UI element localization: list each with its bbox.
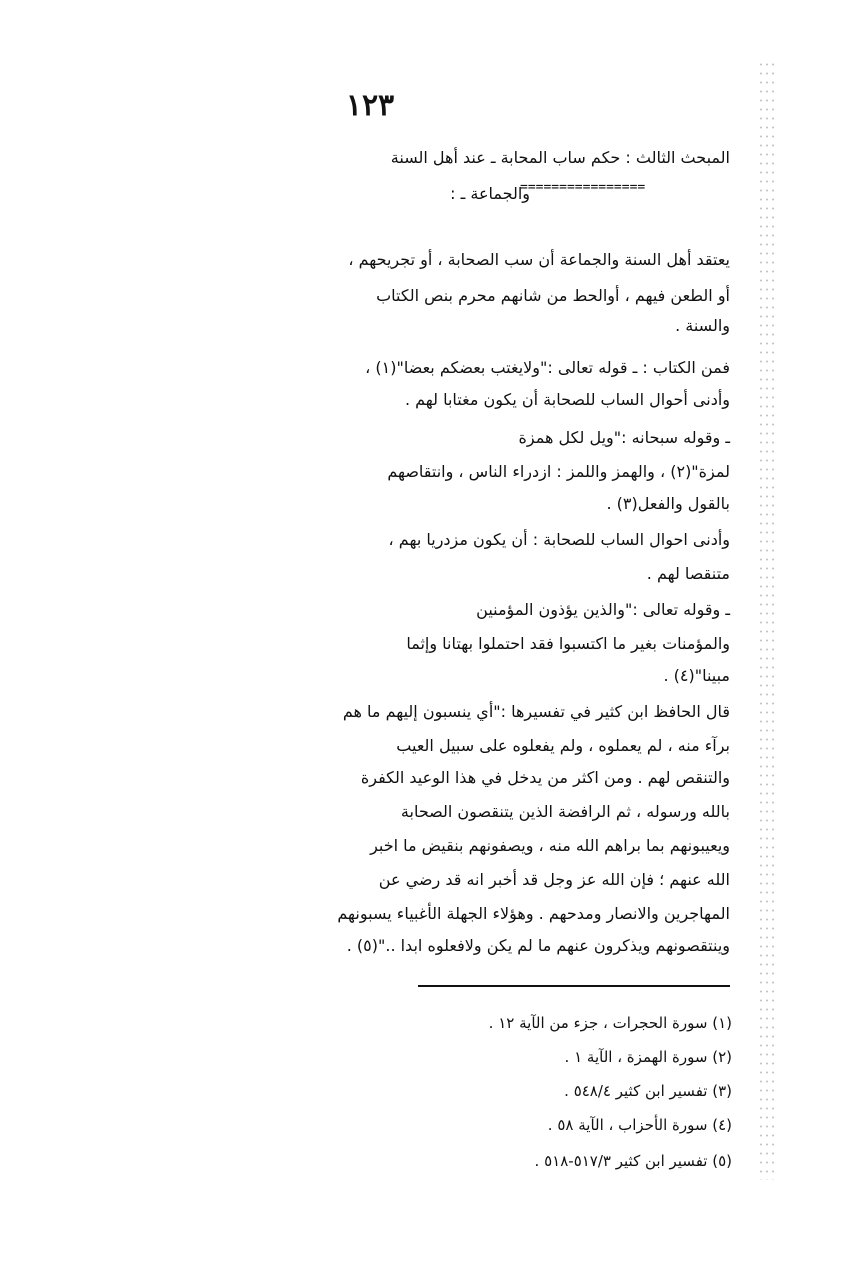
body-line: بالقول والفعل(٣) .: [606, 494, 730, 513]
body-line: وينتقصونهم ويذكرون عنهم ما لم يكن ولافعلوه ابدا .."(٥) .: [346, 936, 730, 955]
body-line: مبينا"(٤) .: [663, 666, 730, 685]
page-number: ١٢٣: [345, 88, 395, 123]
footnote-separator: [418, 985, 730, 987]
body-line: قال الحافظ ابن كثير في تفسيرها :"أي ينسبون إليهم ما هم: [342, 702, 730, 721]
body-line: والسنة .: [675, 316, 730, 335]
body-line: متنقصا لهم .: [646, 564, 730, 583]
body-line: يعتقد أهل السنة والجماعة أن سب الصحابة ، أو تجريحهم ،: [348, 250, 730, 269]
body-line: ـ وقوله تعالى :"والذين يؤذون المؤمنين: [476, 600, 730, 619]
body-line: المهاجرين والانصار ومدحهم . وهؤلاء الجهلة الأغبياء يسبونهم: [337, 904, 730, 923]
footnote: (١) سورة الحجرات ، جزء من الآية ١٢ .: [488, 1014, 732, 1032]
body-line: بالله ورسوله ، ثم الرافضة الذين يتنقصون الصحابة: [400, 802, 730, 821]
body-line: والمؤمنات بغير ما اكتسبوا فقد احتملوا بهتانا وإثما: [406, 634, 730, 653]
body-line: أو الطعن فيهم ، أوالحط من شانهم محرم بنص الكتاب: [376, 286, 730, 305]
body-line: ـ وقوله سبحانه :"ويل لكل همزة: [518, 428, 730, 447]
body-line: وأدنى احوال الساب للصحابة : أن يكون مزدريا بهم ،: [388, 530, 730, 549]
heading-underline: ================: [520, 180, 646, 195]
body-line: ويعيبونهم بما براهم الله منه ، ويصفونهم بنقيض ما اخبر: [370, 836, 730, 855]
body-line: وأدنى أحوال الساب للصحابة أن يكون مغتابا لهم .: [404, 390, 730, 409]
body-line: برآء منه ، لم يعملوه ، ولم يفعلوه على سبيل العيب: [396, 736, 730, 755]
section-heading-continued: والجماعة ـ :: [450, 184, 530, 203]
body-line: الله عنهم ؛ فإن الله عز وجل قد أخبر انه قد رضي عن: [378, 870, 730, 889]
footnote: (٢) سورة الهمزة ، الآية ١ .: [564, 1048, 732, 1066]
body-line: فمن الكتاب : ـ قوله تعالى :"ولايغتب بعضكم بعضا"(١) ،: [365, 358, 730, 377]
footnote: (٣) تفسير ابن كثير ٥٤٨/٤ .: [564, 1082, 732, 1100]
section-heading: المبحث الثالث : حكم ساب المحابة ـ عند أهل السنة: [390, 148, 730, 167]
footnote: (٥) تفسير ابن كثير ٥١٧/٣-٥١٨ .: [534, 1152, 732, 1170]
footnote: (٤) سورة الأحزاب ، الآية ٥٨ .: [547, 1116, 732, 1134]
body-line: لمزة"(٢) ، والهمز واللمز : ازدراء الناس ، وانتقاصهم: [387, 462, 730, 481]
body-line: والتنقص لهم . ومن اكثر من يدخل في هذا الوعيد الكفرة: [360, 768, 730, 787]
scan-margin-artifact: [758, 60, 774, 1180]
